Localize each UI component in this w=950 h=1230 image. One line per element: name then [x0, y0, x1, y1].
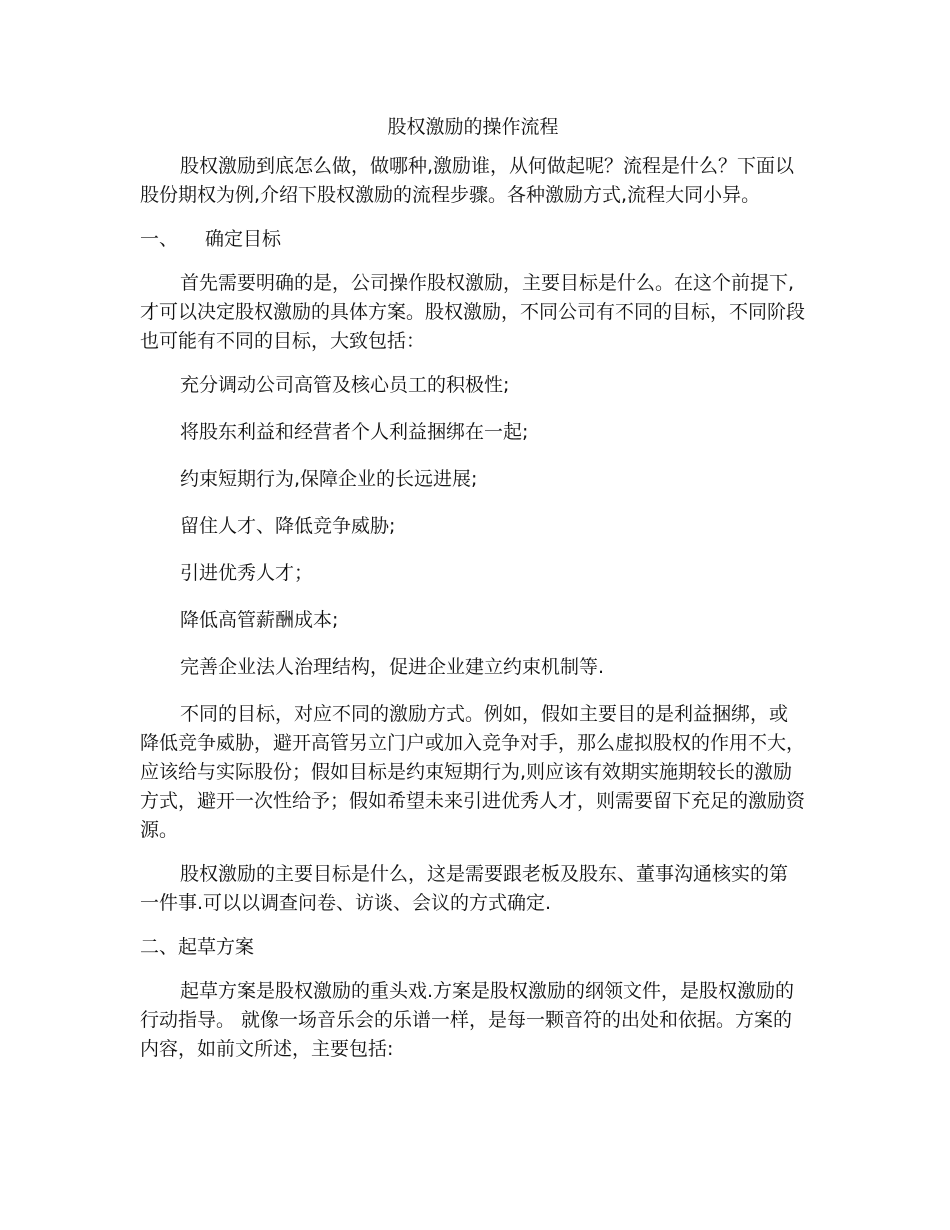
section-1-paragraph-2: 不同的目标，对应不同的激励方式。例如，假如主要目的是利益捆绑，或降低竞争威胁，避开高管另立门户或加入竞争对手，那么虚拟股权的作用不大，应该给与实际股份；假如目标是约束短期行为,则应该有效期实施期较长的激励方式，避开一次性给予；假如希望未来引进优秀人才，则需要留下充足的激励资源。	[140, 703, 806, 841]
section-1-title: 确定目标	[205, 228, 282, 250]
document-title: 股权激励的操作流程	[387, 116, 559, 138]
section-1-number: 一、	[140, 228, 179, 250]
section-1-paragraph-1: 首先需要明确的是，公司操作股权激励，主要目标是什么。在这个前提下,才可以决定股权激励的具体方案。股权激励，不同公司有不同的目标，不同阶段也可能有不同的目标，大致包括：	[140, 272, 806, 352]
goal-item: 留住人才、降低竞争威胁;	[180, 515, 396, 537]
goal-item: 完善企业法人治理结构，促进企业建立约束机制等.	[180, 656, 605, 678]
section-1-paragraph-3: 股权激励的主要目标是什么，这是需要跟老板及股东、董事沟通核实的第一件事.可以以调查问卷、访谈、会议的方式确定.	[140, 863, 789, 914]
goal-item: 约束短期行为,保障企业的长远进展;	[180, 468, 478, 490]
goal-item: 将股东利益和经营者个人利益捆绑在一起;	[180, 421, 529, 443]
section-2-paragraph-1: 起草方案是股权激励的重头戏.方案是股权激励的纲领文件，是股权激励的行动指导。 就像一场音乐会的乐谱一样，是每一颗音符的出处和依据。方案的内容，如前文所述，主要包括:	[140, 980, 795, 1060]
section-2-heading: 二、起草方案	[140, 936, 255, 958]
goal-item: 引进优秀人才；	[180, 562, 314, 584]
goal-item: 降低高管薪酬成本;	[180, 609, 339, 631]
intro-paragraph: 股权激励到底怎么做，做哪种,激励谁，从何做起呢？流程是什么？下面以股份期权为例,介绍下股权激励的流程步骤。各种激励方式,流程大同小异。	[140, 155, 795, 206]
goal-item: 充分调动公司高管及核心员工的积极性;	[180, 374, 510, 396]
section-1-heading	[140, 225, 806, 254]
